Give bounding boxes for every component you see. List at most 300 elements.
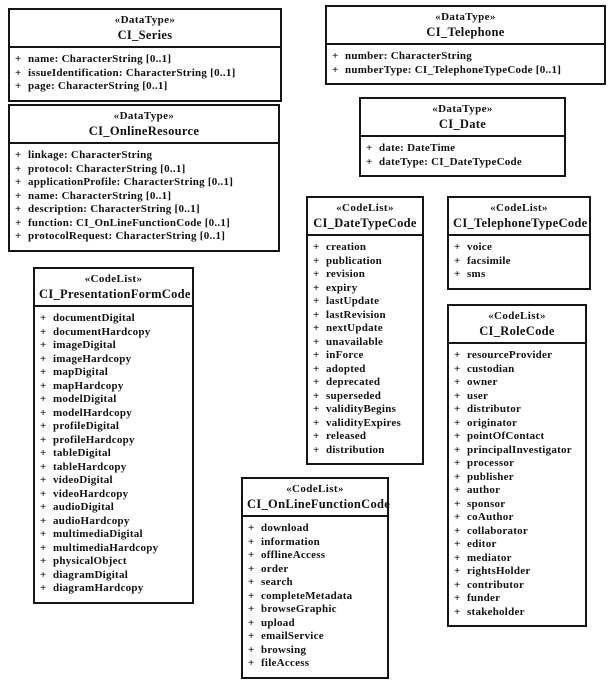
class-header — [449, 306, 585, 344]
visibility-marker: + — [15, 176, 22, 188]
attribute-text: protocol: CharacterString [0..1] — [28, 162, 186, 175]
attribute-text: revision — [326, 268, 366, 280]
attribute-text: distributor — [467, 403, 522, 415]
attribute-text: name: CharacterString [0..1] — [28, 53, 172, 65]
class-header — [308, 198, 422, 236]
attribute-item — [40, 407, 188, 421]
attribute-item — [15, 80, 276, 94]
attribute-item — [40, 555, 188, 569]
visibility-marker: + — [454, 430, 461, 442]
attribute-text: function: CI_OnLineFunctionCode [0..1] — [28, 216, 231, 229]
visibility-marker: + — [248, 630, 255, 642]
attribute-item — [40, 312, 188, 326]
attribute-text: user — [467, 389, 489, 402]
attribute-item — [15, 190, 274, 204]
class-header — [10, 106, 278, 144]
visibility-marker: + — [313, 254, 320, 267]
attribute-item — [248, 549, 383, 563]
attribute-item — [15, 203, 274, 217]
visibility-marker: + — [454, 484, 461, 496]
attribute-item — [248, 536, 383, 550]
visibility-marker: + — [454, 254, 461, 267]
visibility-marker: + — [40, 406, 47, 419]
visibility-marker: + — [15, 230, 22, 242]
visibility-marker: + — [248, 589, 255, 602]
attribute-item — [248, 657, 383, 671]
attribute-item — [40, 447, 188, 461]
attribute-text: completeMetadata — [261, 589, 353, 602]
visibility-marker: + — [313, 349, 320, 361]
attribute-item — [313, 322, 418, 336]
visibility-marker: + — [40, 420, 47, 432]
class-stereotype: «CodeList» — [84, 273, 143, 285]
attribute-item — [15, 217, 274, 231]
visibility-marker: + — [15, 203, 22, 215]
attribute-item — [248, 644, 383, 658]
attribute-text: profileHardcopy — [53, 433, 135, 446]
attribute-item — [15, 67, 276, 81]
visibility-marker: + — [40, 379, 47, 392]
visibility-marker: + — [454, 592, 461, 604]
attribute-text: processor — [467, 457, 515, 469]
attribute-item — [248, 617, 383, 631]
class-header — [449, 198, 589, 236]
attribute-item — [15, 53, 276, 67]
attribute-item — [454, 471, 581, 485]
attribute-text: distribution — [326, 443, 385, 456]
attribute-item — [248, 603, 383, 617]
visibility-marker: + — [313, 322, 320, 334]
attribute-text: description: CharacterString [0..1] — [28, 203, 200, 215]
visibility-marker: + — [248, 657, 255, 669]
class-name: CI_DateTypeCode — [313, 216, 417, 230]
attribute-item — [40, 461, 188, 475]
attribute-text: expiry — [326, 281, 358, 294]
attribute-item — [454, 241, 585, 255]
attribute-text: dateType: CI_DateTypeCode — [379, 155, 523, 168]
attribute-item — [40, 528, 188, 542]
attribute-item — [454, 525, 581, 539]
visibility-marker: + — [313, 389, 320, 402]
attribute-compartment — [35, 307, 192, 602]
attribute-text: emailService — [261, 630, 324, 642]
attribute-text: modelHardcopy — [53, 406, 133, 419]
attribute-text: publication — [326, 254, 382, 267]
attribute-text: diagramHardcopy — [53, 582, 144, 594]
class-stereotype: «DataType» — [432, 103, 493, 115]
visibility-marker: + — [40, 474, 47, 486]
attribute-text: documentHardcopy — [53, 325, 151, 338]
attribute-item — [313, 403, 418, 417]
attribute-item — [40, 420, 188, 434]
attribute-text: physicalObject — [53, 555, 127, 567]
visibility-marker: + — [313, 295, 320, 307]
class-name: CI_OnlineResource — [88, 124, 200, 138]
attribute-text: lastRevision — [326, 308, 386, 321]
attribute-item — [313, 309, 418, 323]
attribute-compartment — [10, 144, 278, 250]
attribute-item — [366, 156, 560, 170]
visibility-marker: + — [248, 616, 255, 629]
attribute-item — [40, 515, 188, 529]
attribute-item — [40, 582, 188, 596]
class-name: CI_OnLineFunctionCode — [247, 497, 391, 511]
attribute-compartment — [449, 236, 589, 288]
visibility-marker: + — [454, 403, 461, 415]
class-name: CI_Series — [117, 28, 173, 42]
attribute-text: contributor — [467, 578, 525, 591]
visibility-marker: + — [15, 162, 22, 175]
attribute-text: publisher — [467, 470, 514, 483]
attribute-text: unavailable — [326, 335, 384, 348]
visibility-marker: + — [15, 216, 22, 229]
attribute-item — [15, 176, 274, 190]
uml-class-ci-telephone — [325, 5, 606, 85]
class-name: CI_RoleCode — [479, 324, 555, 338]
visibility-marker: + — [40, 366, 47, 378]
attribute-text: browsing — [261, 643, 307, 656]
class-name: CI_PresentationFormCode — [39, 287, 191, 301]
uml-class-ci-onlineresource — [8, 104, 280, 252]
visibility-marker: + — [248, 576, 255, 588]
attribute-item — [332, 64, 600, 78]
attribute-item — [248, 630, 383, 644]
visibility-marker: + — [454, 538, 461, 550]
attribute-text: mapHardcopy — [53, 379, 124, 392]
class-stereotype: «DataType» — [435, 11, 496, 23]
visibility-marker: + — [366, 142, 373, 154]
attribute-text: mapDigital — [53, 366, 109, 378]
attribute-item — [454, 403, 581, 417]
visibility-marker: + — [40, 487, 47, 500]
attribute-item — [313, 376, 418, 390]
attribute-text: lastUpdate — [326, 295, 380, 307]
uml-class-ci-date — [359, 97, 566, 177]
visibility-marker: + — [15, 53, 22, 65]
attribute-item — [313, 444, 418, 458]
attribute-item — [313, 430, 418, 444]
attribute-text: information — [261, 535, 320, 548]
attribute-text: videoHardcopy — [53, 487, 129, 500]
attribute-item — [454, 363, 581, 377]
attribute-text: issueIdentification: CharacterString [0..1] — [28, 66, 236, 79]
attribute-text: audioHardcopy — [53, 514, 130, 527]
visibility-marker: + — [40, 312, 47, 324]
attribute-text: order — [261, 562, 289, 575]
attribute-item — [15, 163, 274, 177]
class-stereotype: «DataType» — [113, 110, 175, 122]
uml-class-ci-presentationformcode — [33, 267, 194, 604]
attribute-text: pointOfContact — [467, 430, 545, 442]
class-stereotype: «CodeList» — [286, 483, 344, 495]
attribute-item — [313, 282, 418, 296]
visibility-marker: + — [454, 362, 461, 375]
attribute-item — [40, 393, 188, 407]
attribute-text: sponsor — [467, 497, 506, 510]
attribute-item — [366, 142, 560, 156]
visibility-marker: + — [313, 281, 320, 294]
attribute-compartment — [327, 45, 604, 83]
attribute-item — [313, 336, 418, 350]
attribute-item — [454, 268, 585, 282]
visibility-marker: + — [248, 603, 255, 615]
attribute-text: inForce — [326, 349, 364, 361]
class-header — [35, 269, 192, 307]
attribute-text: multimediaHardcopy — [53, 541, 159, 554]
attribute-text: voice — [467, 241, 493, 253]
attribute-item — [313, 255, 418, 269]
visibility-marker: + — [313, 376, 320, 388]
attribute-text: multimediaDigital — [53, 528, 143, 540]
attribute-item — [248, 576, 383, 590]
visibility-marker: + — [40, 393, 47, 405]
attribute-text: applicationProfile: CharacterString [0..1] — [28, 176, 234, 188]
attribute-item — [40, 326, 188, 340]
visibility-marker: + — [366, 155, 373, 168]
visibility-marker: + — [454, 511, 461, 523]
attribute-text: search — [261, 576, 293, 588]
attribute-item — [313, 363, 418, 377]
attribute-text: date: DateTime — [379, 142, 456, 154]
attribute-item — [248, 563, 383, 577]
visibility-marker: + — [40, 460, 47, 473]
attribute-text: deprecated — [326, 376, 381, 388]
attribute-item — [454, 579, 581, 593]
class-name: CI_TelephoneTypeCode — [453, 216, 588, 230]
attribute-text: validityExpires — [326, 416, 402, 429]
attribute-text: imageHardcopy — [53, 352, 132, 365]
uml-class-ci-onlinefunctioncode — [241, 477, 389, 679]
visibility-marker: + — [40, 433, 47, 446]
attribute-text: sms — [467, 268, 486, 280]
attribute-text: imageDigital — [53, 339, 116, 351]
uml-class-ci-telephonetypecode — [447, 196, 591, 290]
visibility-marker: + — [40, 447, 47, 459]
attribute-item — [40, 569, 188, 583]
attribute-item — [454, 430, 581, 444]
attribute-text: nextUpdate — [326, 322, 383, 334]
visibility-marker: + — [40, 339, 47, 351]
attribute-text: numberType: CI_TelephoneTypeCode [0..1] — [345, 63, 562, 76]
visibility-marker: + — [40, 528, 47, 540]
visibility-marker: + — [40, 582, 47, 594]
visibility-marker: + — [454, 565, 461, 577]
visibility-marker: + — [40, 541, 47, 554]
attribute-item — [454, 349, 581, 363]
visibility-marker: + — [15, 149, 22, 161]
visibility-marker: + — [313, 308, 320, 321]
visibility-marker: + — [454, 443, 461, 456]
visibility-marker: + — [454, 457, 461, 469]
attribute-item — [40, 488, 188, 502]
attribute-text: funder — [467, 592, 501, 604]
visibility-marker: + — [313, 416, 320, 429]
attribute-text: mediator — [467, 551, 512, 564]
attribute-text: tableHardcopy — [53, 460, 127, 473]
attribute-item — [40, 542, 188, 556]
visibility-marker: + — [454, 497, 461, 510]
visibility-marker: + — [454, 605, 461, 618]
attribute-text: released — [326, 430, 367, 442]
attribute-text: principalInvestigator — [467, 443, 572, 456]
attribute-item — [313, 417, 418, 431]
attribute-text: stakeholder — [467, 605, 525, 618]
attribute-compartment — [361, 137, 564, 175]
visibility-marker: + — [454, 268, 461, 280]
attribute-text: offlineAccess — [261, 549, 326, 561]
attribute-text: documentDigital — [53, 312, 135, 324]
attribute-item — [40, 380, 188, 394]
attribute-item — [313, 390, 418, 404]
attribute-item — [40, 501, 188, 515]
class-name: CI_Date — [438, 117, 487, 131]
visibility-marker: + — [313, 403, 320, 415]
visibility-marker: + — [15, 66, 22, 79]
attribute-text: linkage: CharacterString — [28, 149, 153, 161]
attribute-text: tableDigital — [53, 447, 111, 459]
attribute-text: custodian — [467, 362, 515, 375]
attribute-text: coAuthor — [467, 511, 514, 523]
class-name: CI_Telephone — [426, 25, 505, 39]
attribute-text: number: CharacterString — [345, 50, 473, 62]
visibility-marker: + — [40, 501, 47, 513]
attribute-item — [15, 230, 274, 244]
attribute-text: originator — [467, 416, 518, 429]
class-header — [361, 99, 564, 137]
visibility-marker: + — [454, 376, 461, 388]
attribute-item — [454, 498, 581, 512]
attribute-item — [454, 511, 581, 525]
attribute-item — [454, 417, 581, 431]
attribute-item — [454, 444, 581, 458]
visibility-marker: + — [454, 470, 461, 483]
visibility-marker: + — [248, 643, 255, 656]
attribute-item — [454, 538, 581, 552]
visibility-marker: + — [40, 514, 47, 527]
visibility-marker: + — [313, 268, 320, 280]
attribute-item — [40, 366, 188, 380]
attribute-text: validityBegins — [326, 403, 397, 415]
attribute-item — [313, 349, 418, 363]
attribute-text: download — [261, 522, 309, 534]
visibility-marker: + — [313, 362, 320, 375]
attribute-item — [454, 376, 581, 390]
visibility-marker: + — [15, 189, 22, 202]
attribute-text: protocolRequest: CharacterString [0..1] — [28, 230, 226, 242]
visibility-marker: + — [454, 551, 461, 564]
attribute-text: browseGraphic — [261, 603, 337, 615]
visibility-marker: + — [40, 325, 47, 338]
attribute-text: videoDigital — [53, 474, 113, 486]
class-stereotype: «CodeList» — [336, 202, 394, 214]
visibility-marker: + — [454, 349, 461, 361]
attribute-text: modelDigital — [53, 393, 117, 405]
attribute-text: editor — [467, 538, 497, 550]
class-stereotype: «DataType» — [114, 14, 176, 26]
attribute-item — [313, 241, 418, 255]
visibility-marker: + — [332, 63, 339, 76]
attribute-text: superseded — [326, 389, 382, 402]
attribute-item — [454, 592, 581, 606]
attribute-text: owner — [467, 376, 498, 388]
visibility-marker: + — [40, 555, 47, 567]
attribute-text: rightsHolder — [467, 565, 531, 577]
class-stereotype: «CodeList» — [488, 310, 546, 322]
attribute-compartment — [449, 344, 585, 625]
attribute-text: upload — [261, 616, 295, 629]
attribute-text: adopted — [326, 362, 366, 375]
uml-class-ci-rolecode — [447, 304, 587, 627]
class-header — [327, 7, 604, 45]
visibility-marker: + — [454, 416, 461, 429]
attribute-item — [248, 590, 383, 604]
attribute-text: profileDigital — [53, 420, 120, 432]
attribute-text: page: CharacterString [0..1] — [28, 80, 168, 92]
attribute-item — [40, 339, 188, 353]
attribute-item — [40, 353, 188, 367]
attribute-item — [454, 565, 581, 579]
visibility-marker: + — [313, 430, 320, 442]
attribute-item — [248, 522, 383, 536]
visibility-marker: + — [313, 335, 320, 348]
visibility-marker: + — [15, 80, 22, 92]
attribute-text: diagramDigital — [53, 568, 128, 581]
visibility-marker: + — [454, 389, 461, 402]
attribute-item — [454, 255, 585, 269]
visibility-marker: + — [454, 578, 461, 591]
uml-class-ci-series — [8, 8, 282, 102]
visibility-marker: + — [313, 443, 320, 456]
attribute-text: creation — [326, 241, 367, 253]
attribute-text: author — [467, 484, 501, 496]
visibility-marker: + — [248, 535, 255, 548]
attribute-text: audioDigital — [53, 501, 115, 513]
attribute-item — [454, 484, 581, 498]
attribute-text: fileAccess — [261, 657, 310, 669]
uml-class-ci-datetypecode — [306, 196, 424, 465]
attribute-item — [454, 390, 581, 404]
visibility-marker: + — [454, 524, 461, 537]
visibility-marker: + — [454, 241, 461, 253]
attribute-item — [313, 295, 418, 309]
visibility-marker: + — [313, 241, 320, 253]
attribute-text: resourceProvider — [467, 349, 553, 361]
attribute-text: facsimile — [467, 254, 511, 267]
class-header — [243, 479, 391, 517]
visibility-marker: + — [40, 352, 47, 365]
attribute-item — [454, 552, 581, 566]
class-header — [10, 10, 280, 48]
attribute-item — [313, 268, 418, 282]
visibility-marker: + — [40, 568, 47, 581]
attribute-item — [15, 149, 274, 163]
attribute-compartment — [243, 517, 387, 677]
attribute-compartment — [10, 48, 280, 100]
visibility-marker: + — [248, 549, 255, 561]
attribute-item — [40, 474, 188, 488]
visibility-marker: + — [248, 562, 255, 575]
visibility-marker: + — [248, 522, 255, 534]
attribute-item — [454, 457, 581, 471]
class-stereotype: «CodeList» — [490, 202, 548, 214]
attribute-text: collaborator — [467, 524, 529, 537]
attribute-item — [40, 434, 188, 448]
attribute-item — [454, 606, 581, 620]
attribute-compartment — [308, 236, 422, 463]
visibility-marker: + — [332, 50, 339, 62]
attribute-item — [332, 50, 600, 64]
attribute-text: name: CharacterString [0..1] — [28, 189, 172, 202]
